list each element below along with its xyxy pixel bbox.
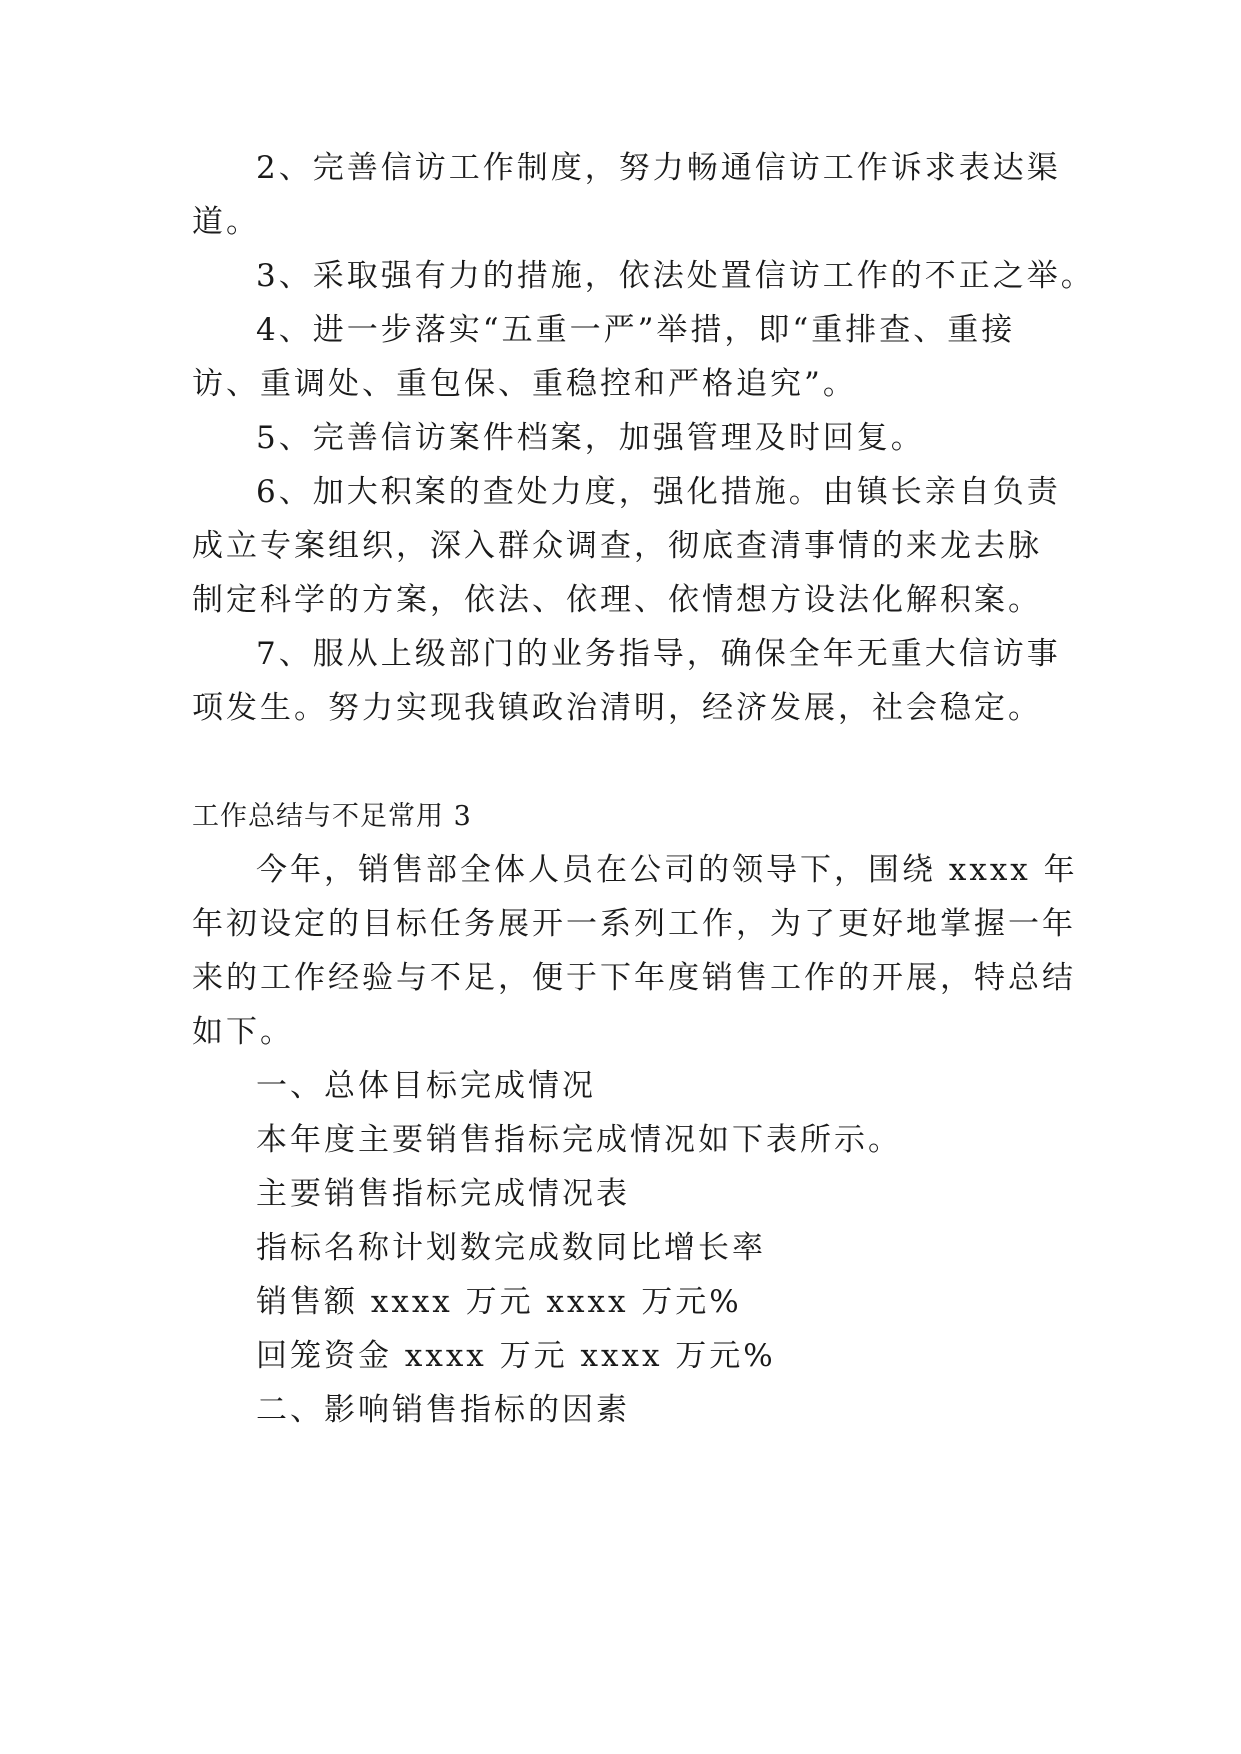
section-title: 工作总结与不足常用 3 [192,801,472,832]
list-item-2-line-1: 2、完善信访工作制度，努力畅通信访工作诉求表达渠 [256,150,1061,186]
list-item-6-line-2: 成立专案组织，深入群众调查，彻底查清事情的来龙去脉 [192,528,1042,564]
list-item-2-line-2: 道。 [192,204,260,240]
table-header: 指标名称计划数完成数同比增长率 [256,1230,766,1266]
list-item-7-line-2: 项发生。努力实现我镇政治清明，经济发展，社会稳定。 [192,690,1042,726]
list-item-4-line-1: 4、进一步落实“五重一严”举措，即“重排查、重接 [256,312,1016,348]
table-title: 主要销售指标完成情况表 [256,1176,630,1212]
intro-line-4: 如下。 [192,1014,294,1050]
list-item-6-line-3: 制定科学的方案，依法、依理、依情想方设法化解积案。 [192,582,1042,618]
table-row: 销售额 xxxx 万元 xxxx 万元% [256,1284,742,1320]
table-row: 回笼资金 xxxx 万元 xxxx 万元% [256,1338,776,1374]
subheading-overall-goals: 一、总体目标完成情况 [256,1068,596,1104]
intro-line-1: 今年，销售部全体人员在公司的领导下，围绕 xxxx 年 [256,852,1078,888]
list-item-4-line-2: 访、重调处、重包保、重稳控和严格追究”。 [192,366,857,402]
table-intro: 本年度主要销售指标完成情况如下表所示。 [256,1122,902,1158]
subheading-influencing-factors: 二、影响销售指标的因素 [256,1392,630,1428]
list-item-3-line-1: 3、采取强有力的措施，依法处置信访工作的不正之举。 [256,258,1095,294]
list-item-7-line-1: 7、服从上级部门的业务指导，确保全年无重大信访事 [256,636,1061,672]
intro-line-2: 年初设定的目标任务展开一系列工作，为了更好地掌握一年 [192,906,1076,942]
list-item-6-line-1: 6、加大积案的查处力度，强化措施。由镇长亲自负责 [256,474,1061,510]
intro-line-3: 来的工作经验与不足，便于下年度销售工作的开展，特总结 [192,960,1076,996]
list-item-5-line-1: 5、完善信访案件档案，加强管理及时回复。 [256,420,925,456]
